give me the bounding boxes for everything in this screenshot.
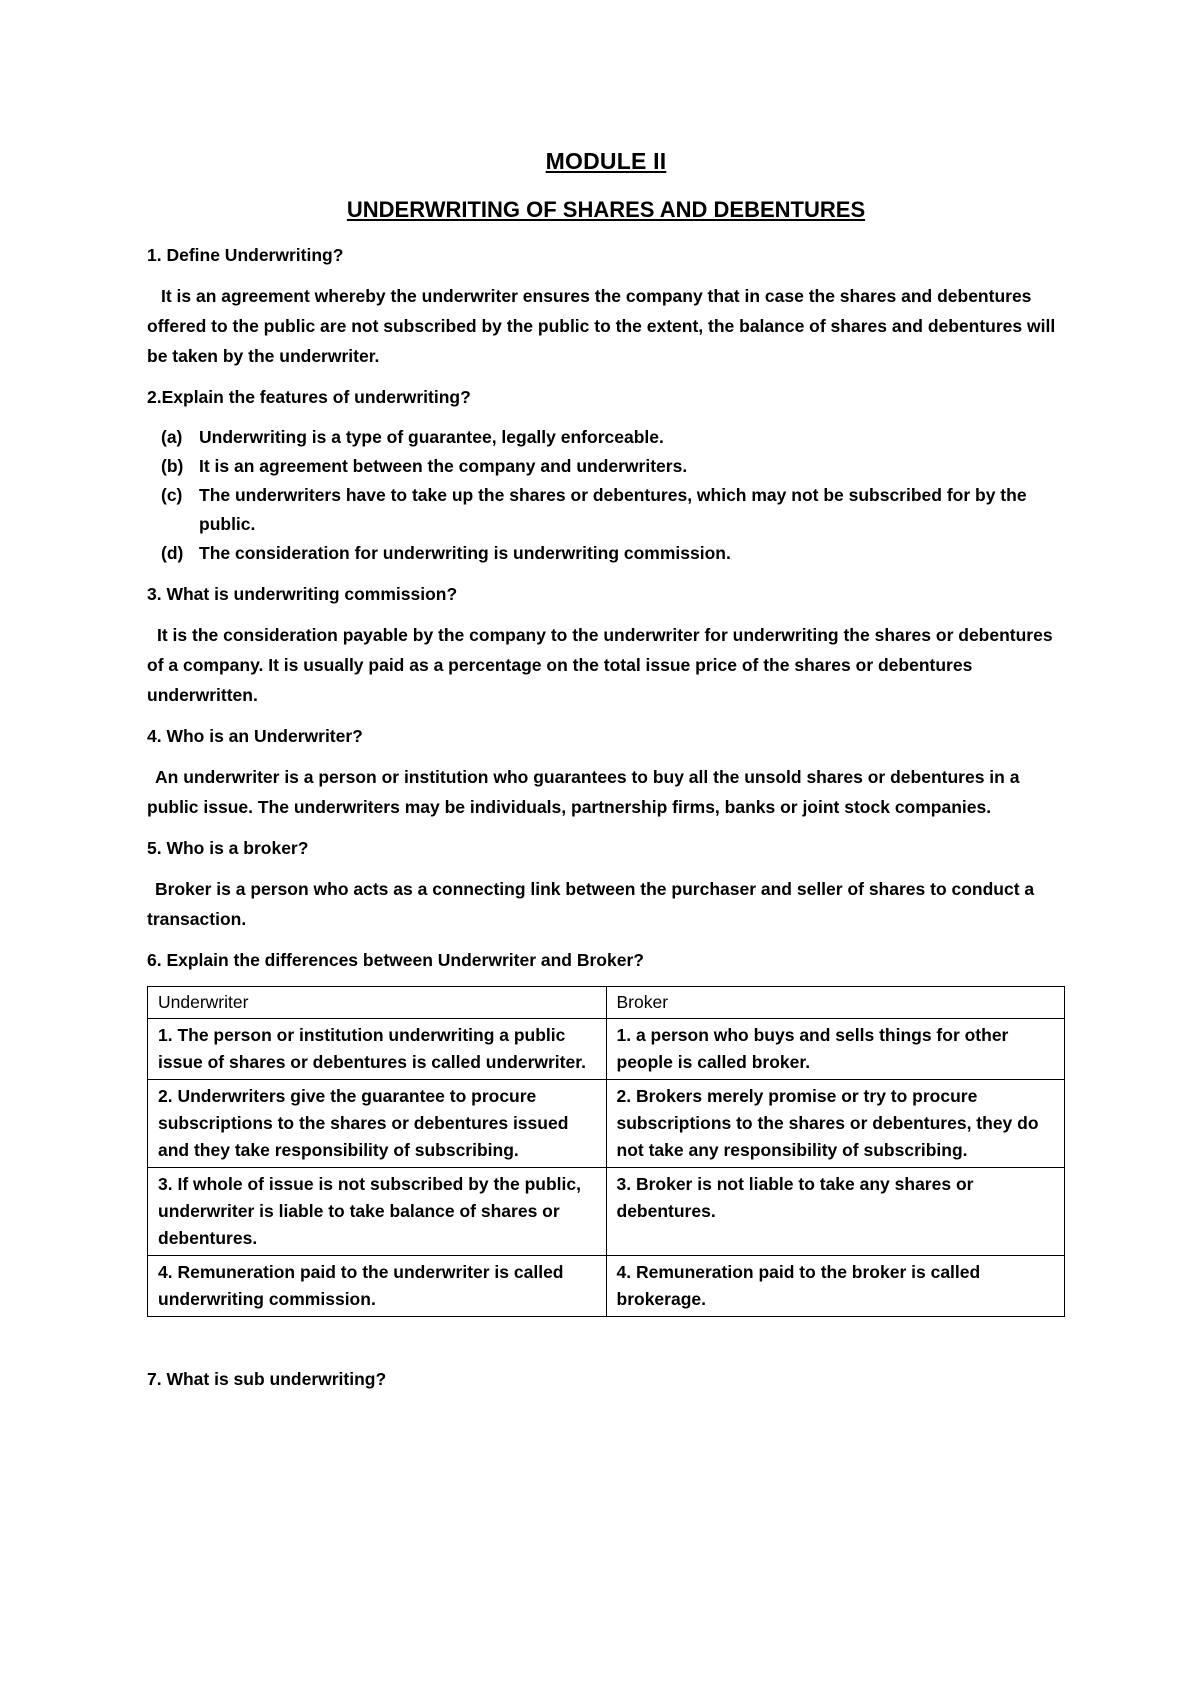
- feature-marker: (d): [161, 543, 184, 563]
- answer-1: It is an agreement whereby the underwriter ensures the company that in case the shares and debentures offered to the public are not subscribed by the public to the extent, the balance of shares and debentures will be taken by the underwriter.: [147, 286, 1056, 366]
- feature-text: Underwriting is a type of guarantee, legally enforceable.: [199, 427, 664, 447]
- table-header-cell: Broker: [606, 987, 1065, 1019]
- feature-item: [147, 539, 1065, 568]
- question-5: 5. Who is a broker?: [147, 838, 309, 858]
- feature-marker: (c): [161, 485, 183, 505]
- feature-text: The underwriters have to take up the shares or debentures, which may not be subscribed for by the public.: [199, 485, 1027, 534]
- table-cell: 1. The person or institution underwriting a public issue of shares or debentures is called underwriter.: [148, 1019, 607, 1080]
- answer-3: It is the consideration payable by the company to the underwriter for underwriting the shares or debentures of a company. It is usually paid as a percentage on the total issue price of the shares or debentures underwritten.: [147, 625, 1053, 705]
- answer-4: An underwriter is a person or institution who guarantees to buy all the unsold shares or debentures in a public issue. The underwriters may be individuals, partnership firms, banks or joint stock companies.: [147, 767, 1020, 817]
- feature-text: The consideration for underwriting is underwriting commission.: [199, 543, 731, 563]
- question-6: 6. Explain the differences between Underwriter and Broker?: [147, 950, 644, 970]
- question-2: 2.Explain the features of underwriting?: [147, 387, 471, 407]
- feature-marker: (b): [161, 456, 184, 476]
- table-cell: 4. Remuneration paid to the underwriter is called underwriting commission.: [148, 1256, 607, 1317]
- feature-text: It is an agreement between the company and underwriters.: [199, 456, 688, 476]
- table-cell: 2. Brokers merely promise or try to procure subscriptions to the shares or debentures, they do not take any responsibility of subscribing.: [606, 1080, 1065, 1168]
- table-cell: 3. If whole of issue is not subscribed by the public, underwriter is liable to take balance of shares or debentures.: [148, 1168, 607, 1256]
- question-7: 7. What is sub underwriting?: [147, 1369, 387, 1389]
- table-cell: 2. Underwriters give the guarantee to procure subscriptions to the shares or debentures issued and they take responsibility of subscribing.: [148, 1080, 607, 1168]
- answer-5: Broker is a person who acts as a connecting link between the purchaser and seller of shares to conduct a transaction.: [147, 879, 1035, 929]
- question-1: 1. Define Underwriting?: [147, 245, 344, 265]
- table-row: [148, 1019, 1065, 1080]
- table-cell: 3. Broker is not liable to take any shares or debentures.: [606, 1168, 1065, 1256]
- document-content: [147, 148, 1065, 1405]
- table-header-row: [148, 987, 1065, 1019]
- table-cell: 4. Remuneration paid to the broker is called brokerage.: [606, 1256, 1065, 1317]
- question-3: 3. What is underwriting commission?: [147, 584, 458, 604]
- module-subtitle: UNDERWRITING OF SHARES AND DEBENTURES: [346, 197, 866, 222]
- table-header-cell: Underwriter: [148, 987, 607, 1019]
- table-row: [148, 1168, 1065, 1256]
- question-4: 4. Who is an Underwriter?: [147, 726, 363, 746]
- feature-item: [147, 423, 1065, 452]
- table-cell: 1. a person who buys and sells things for other people is called broker.: [606, 1019, 1065, 1080]
- module-title: MODULE II: [545, 148, 667, 174]
- comparison-table: [147, 986, 1065, 1317]
- features-list: [147, 423, 1065, 568]
- feature-item: [147, 452, 1065, 481]
- table-row: [148, 1256, 1065, 1317]
- feature-marker: (a): [161, 427, 183, 447]
- feature-item: [147, 481, 1065, 539]
- table-row: [148, 1080, 1065, 1168]
